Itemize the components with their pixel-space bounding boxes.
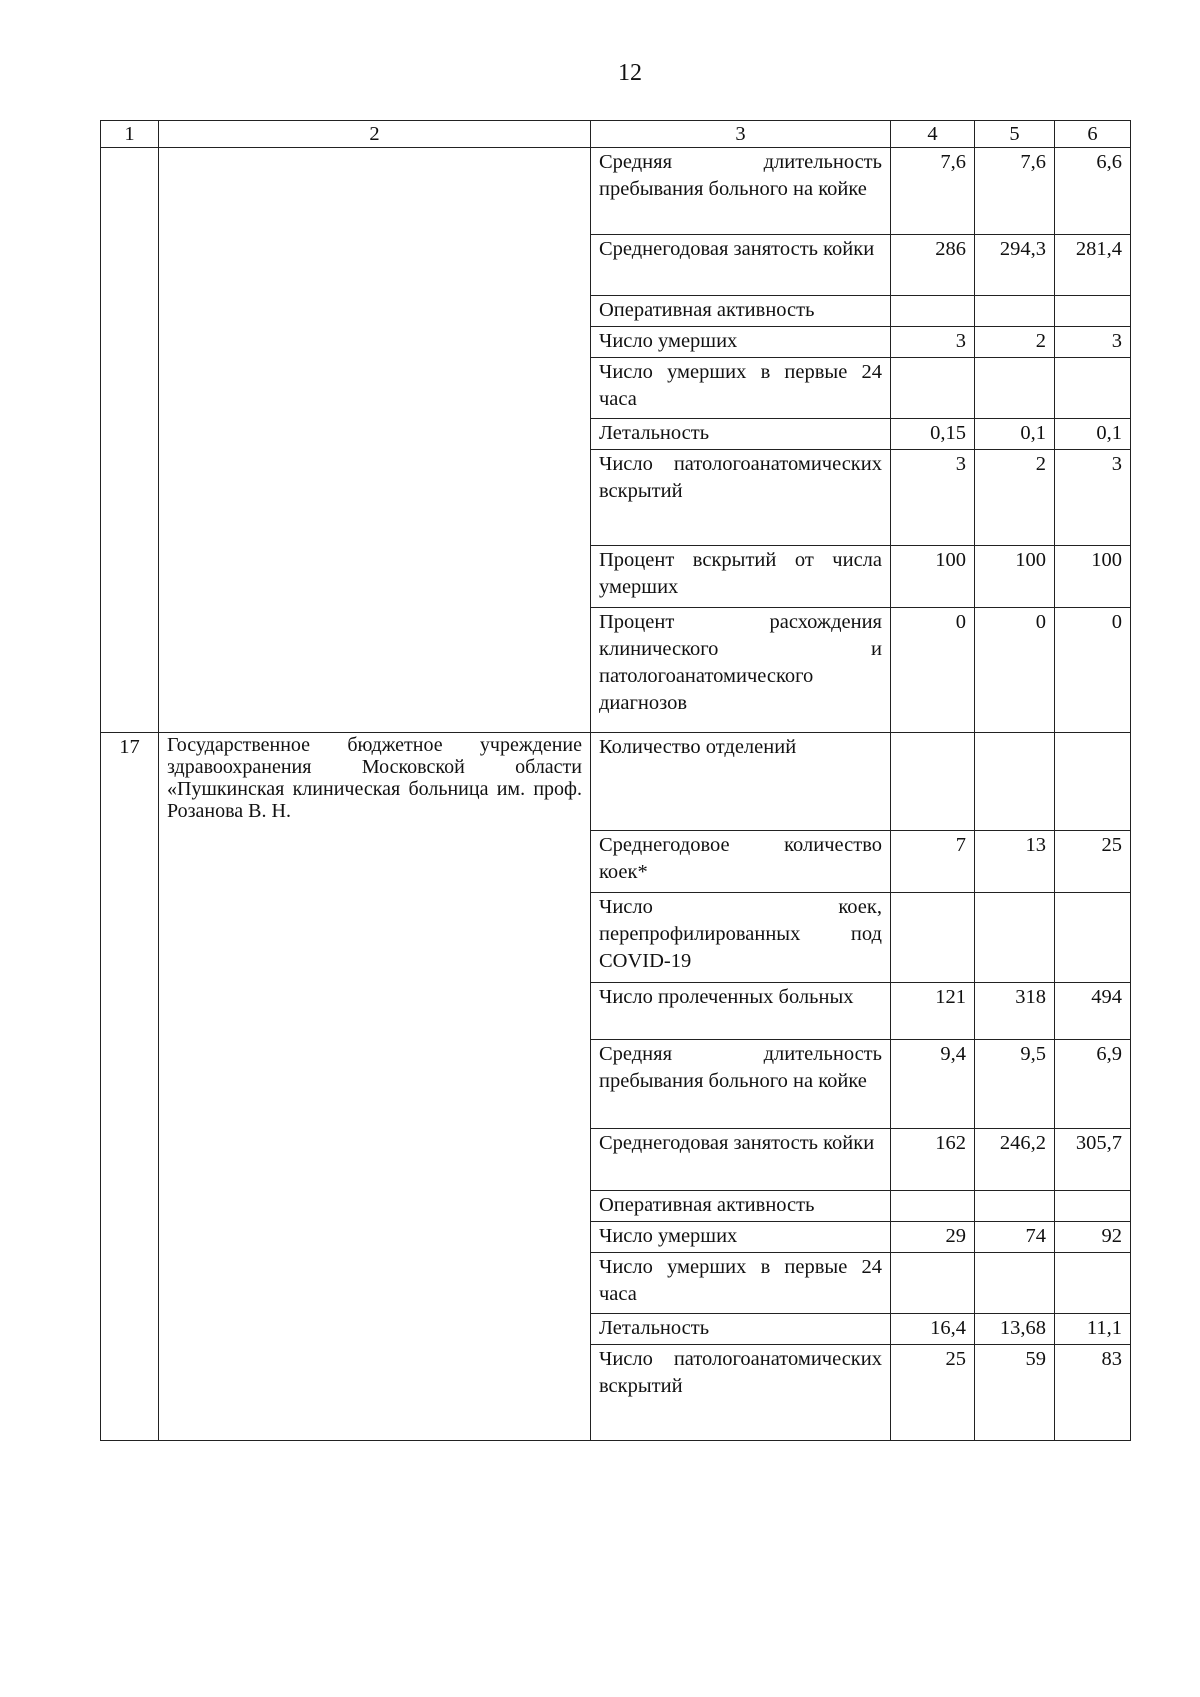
value-col5: 100 <box>975 546 1055 608</box>
indicator-label: Число патологоанатомических вскрытий <box>591 1345 891 1441</box>
value-col5 <box>975 893 1055 983</box>
value-col4: 7 <box>891 831 975 893</box>
value-col6: 281,4 <box>1055 235 1131 296</box>
value-col4: 9,4 <box>891 1040 975 1129</box>
page-number: 12 <box>618 60 642 86</box>
indicator-label: Процент вскрытий от числа умерших <box>591 546 891 608</box>
value-col6: 6,9 <box>1055 1040 1131 1129</box>
value-col5 <box>975 1191 1055 1222</box>
indicator-label: Число умерших в первые 24 часа <box>591 358 891 419</box>
value-col5: 9,5 <box>975 1040 1055 1129</box>
value-col6: 6,6 <box>1055 148 1131 235</box>
value-col6 <box>1055 1191 1131 1222</box>
value-col4 <box>891 1253 975 1314</box>
value-col5: 2 <box>975 450 1055 546</box>
value-col6: 0 <box>1055 608 1131 733</box>
indicator-label: Число умерших <box>591 1222 891 1253</box>
row-number-cell <box>101 148 159 733</box>
table-row <box>101 733 1131 831</box>
column-number: 2 <box>159 121 591 148</box>
indicator-label: Количество отделений <box>591 733 891 831</box>
indicator-label: Оперативная активность <box>591 296 891 327</box>
organization-name: Государственное бюджетное учреждение здравоохранения Московской области «Пушкинская клиническая больница им. проф. Розанова В. Н. <box>159 733 591 1441</box>
value-col6: 494 <box>1055 983 1131 1040</box>
value-col4 <box>891 296 975 327</box>
value-col6: 100 <box>1055 546 1131 608</box>
indicator-label: Летальность <box>591 419 891 450</box>
value-col5: 2 <box>975 327 1055 358</box>
value-col6: 83 <box>1055 1345 1131 1441</box>
value-col5: 318 <box>975 983 1055 1040</box>
value-col5: 13 <box>975 831 1055 893</box>
value-col4: 16,4 <box>891 1314 975 1345</box>
indicator-label: Среднегодовое количество коек* <box>591 831 891 893</box>
value-col6 <box>1055 893 1131 983</box>
column-number-row <box>101 121 1131 148</box>
value-col4: 25 <box>891 1345 975 1441</box>
value-col5: 0 <box>975 608 1055 733</box>
statistics-table <box>100 120 1131 1441</box>
value-col5: 59 <box>975 1345 1055 1441</box>
value-col4 <box>891 1191 975 1222</box>
value-col4 <box>891 358 975 419</box>
value-col5 <box>975 733 1055 831</box>
value-col6: 0,1 <box>1055 419 1131 450</box>
value-col6 <box>1055 296 1131 327</box>
indicator-label: Среднегодовая занятость койки <box>591 1129 891 1191</box>
value-col6: 92 <box>1055 1222 1131 1253</box>
column-number: 1 <box>101 121 159 148</box>
value-col6 <box>1055 358 1131 419</box>
value-col5 <box>975 1253 1055 1314</box>
value-col4: 3 <box>891 327 975 358</box>
value-col5 <box>975 358 1055 419</box>
indicator-label: Число умерших <box>591 327 891 358</box>
value-col6 <box>1055 733 1131 831</box>
column-number: 3 <box>591 121 891 148</box>
column-number: 5 <box>975 121 1055 148</box>
value-col6: 11,1 <box>1055 1314 1131 1345</box>
value-col5: 13,68 <box>975 1314 1055 1345</box>
value-col4: 121 <box>891 983 975 1040</box>
value-col4: 0,15 <box>891 419 975 450</box>
value-col6 <box>1055 1253 1131 1314</box>
row-number: 17 <box>101 733 159 1441</box>
organization-cell <box>159 148 591 733</box>
value-col5: 0,1 <box>975 419 1055 450</box>
indicator-label: Процент расхождения клинического и патологоанатомического диагнозов <box>591 608 891 733</box>
value-col4 <box>891 893 975 983</box>
indicator-label: Число коек, перепрофилированных под COVID-19 <box>591 893 891 983</box>
value-col6: 305,7 <box>1055 1129 1131 1191</box>
value-col4: 0 <box>891 608 975 733</box>
indicator-label: Средняя длительность пребывания больного на койке <box>591 148 891 235</box>
column-number: 4 <box>891 121 975 148</box>
value-col4: 7,6 <box>891 148 975 235</box>
value-col6: 25 <box>1055 831 1131 893</box>
indicator-label: Оперативная активность <box>591 1191 891 1222</box>
value-col6: 3 <box>1055 327 1131 358</box>
value-col5: 7,6 <box>975 148 1055 235</box>
value-col4: 3 <box>891 450 975 546</box>
value-col4: 29 <box>891 1222 975 1253</box>
value-col4: 100 <box>891 546 975 608</box>
value-col4: 286 <box>891 235 975 296</box>
value-col5: 246,2 <box>975 1129 1055 1191</box>
indicator-label: Летальность <box>591 1314 891 1345</box>
indicator-label: Число пролеченных больных <box>591 983 891 1040</box>
table-row <box>101 148 1131 235</box>
value-col4 <box>891 733 975 831</box>
value-col5: 74 <box>975 1222 1055 1253</box>
indicator-label: Среднегодовая занятость койки <box>591 235 891 296</box>
value-col4: 162 <box>891 1129 975 1191</box>
indicator-label: Число умерших в первые 24 часа <box>591 1253 891 1314</box>
value-col5: 294,3 <box>975 235 1055 296</box>
indicator-label: Число патологоанатомических вскрытий <box>591 450 891 546</box>
value-col5 <box>975 296 1055 327</box>
indicator-label: Средняя длительность пребывания больного на койке <box>591 1040 891 1129</box>
column-number: 6 <box>1055 121 1131 148</box>
value-col6: 3 <box>1055 450 1131 546</box>
